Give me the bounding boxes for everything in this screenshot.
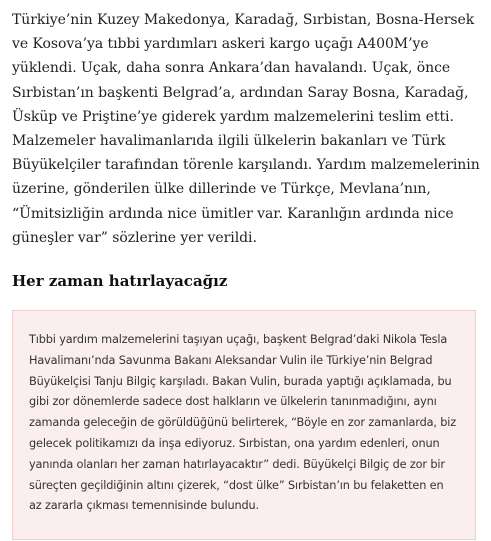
highlight-paragraph: Tıbbi yardım malzemelerini taşıyan uçağı, başkent Belgrad’daki Nikola Tesla Havalimanı’nda Savunma Bakanı Aleksandar Vulin ile Türkiye’nin Belgrad Büyükelçisi Tanju Bilgiç karşıladı. Bakan Vulin, burada yaptığı açıklamada, bu gibi zor dönemlerde sadece dost halkların ve ülkelerin tanınmadığını, aynı zamanda geleceğin de görüldüğünü belirterek, “Böyle en zor zamanlarda, biz gelecek politikamızı da inşa ediyoruz. Sırbistan, ona yardım edenleri, onun yanında olanları her zaman hatırlayacaktır” dedi. Büyükelçi Bilgiç de zor bir süreçten geçildiğinin altını çizerek, “dost ülke” Sırbistan’ın bu felaketten en az zararla çıkması temennisinde bulundu. — [29, 333, 457, 513]
highlight-box — [12, 310, 476, 540]
section-heading: Her zaman hatırlayacağız — [12, 272, 228, 291]
article-body — [12, 0, 482, 540]
lead-paragraph: Türkiye’nin Kuzey Makedonya, Karadağ, Sırbistan, Bosna-Hersek ve Kosova’ya tıbbi yardımları askeri kargo uçağı A400M’ye yüklendi. Uçak, daha sonra Ankara’dan havalandı. Uçak, önce Sırbistan’ın başkenti Belgrad’a, ardından Saray Bosna, Karadağ, Üsküp ve Priştine’ye giderek yardım malzemelerini teslim etti. Malzemeler havalimanlarıda ilgili ülkelerin bakanları ve Türk Büyükelçiler tarafından törenle karşılandı. Yardım malzemelerinin üzerine, gönderilen ülke dillerinde ve Türkçe, Mevlana’nın, “Ümitsizliğin ardında nice ümitler var. Karanlığın ardında nice güneşler var” sözlerine yer verildi. — [12, 12, 480, 246]
